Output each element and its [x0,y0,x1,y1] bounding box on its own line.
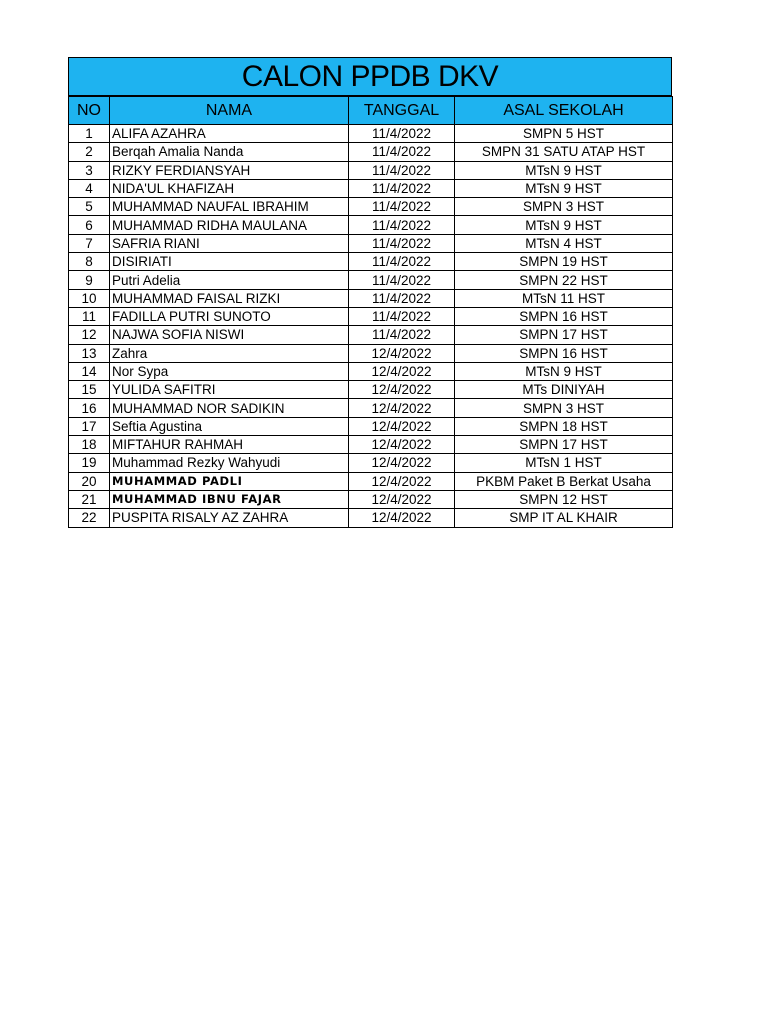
student-name: NIDA'UL KHAFIZAH [110,179,349,197]
origin-school: MTsN 11 HST [455,289,673,307]
table-row [69,381,673,399]
registration-date: 11/4/2022 [349,161,455,179]
registration-date: 12/4/2022 [349,454,455,472]
student-name: Zahra [110,344,349,362]
table-row [69,179,673,197]
origin-school: SMPN 16 HST [455,344,673,362]
header-name: NAMA [110,97,349,125]
student-name: MUHAMMAD NOR SADIKIN [110,399,349,417]
row-number: 5 [69,198,110,216]
table-row [69,454,673,472]
row-number: 15 [69,381,110,399]
registration-date: 12/4/2022 [349,490,455,508]
student-name: Muhammad Rezky Wahyudi [110,454,349,472]
applicant-table [68,96,673,528]
table-row [69,490,673,508]
student-name: PUSPITA RISALY AZ ZAHRA [110,509,349,527]
row-number: 8 [69,253,110,271]
student-name: NAJWA SOFIA NISWI [110,326,349,344]
registration-date: 11/4/2022 [349,307,455,325]
origin-school: SMPN 16 HST [455,307,673,325]
row-number: 7 [69,234,110,252]
row-number: 3 [69,161,110,179]
header-date: TANGGAL [349,97,455,125]
table-row [69,307,673,325]
row-number: 22 [69,509,110,527]
row-number: 13 [69,344,110,362]
registration-date: 11/4/2022 [349,125,455,143]
registration-date: 11/4/2022 [349,198,455,216]
origin-school: SMPN 12 HST [455,490,673,508]
row-number: 10 [69,289,110,307]
origin-school: SMPN 5 HST [455,125,673,143]
registration-date: 12/4/2022 [349,472,455,490]
student-name: SAFRIA RIANI [110,234,349,252]
table-header-row [69,97,673,125]
table-row [69,271,673,289]
student-name: Berqah Amalia Nanda [110,143,349,161]
origin-school: SMPN 17 HST [455,326,673,344]
registration-date: 11/4/2022 [349,271,455,289]
row-number: 2 [69,143,110,161]
table-row [69,472,673,490]
student-name: Seftia Agustina [110,417,349,435]
sheet-title: CALON PPDB DKV [68,57,672,96]
table-row [69,417,673,435]
table-row [69,436,673,454]
table-row [69,198,673,216]
registration-date: 11/4/2022 [349,216,455,234]
registration-date: 11/4/2022 [349,289,455,307]
origin-school: PKBM Paket B Berkat Usaha [455,472,673,490]
row-number: 18 [69,436,110,454]
origin-school: MTsN 9 HST [455,179,673,197]
origin-school: SMP IT AL KHAIR [455,509,673,527]
row-number: 19 [69,454,110,472]
origin-school: MTsN 4 HST [455,234,673,252]
table-row [69,143,673,161]
row-number: 17 [69,417,110,435]
origin-school: SMPN 19 HST [455,253,673,271]
table-row [69,234,673,252]
row-number: 4 [69,179,110,197]
table-row [69,253,673,271]
origin-school: MTs DINIYAH [455,381,673,399]
origin-school: MTsN 1 HST [455,454,673,472]
origin-school: MTsN 9 HST [455,362,673,380]
student-name: FADILLA PUTRI SUNOTO [110,307,349,325]
registration-date: 11/4/2022 [349,143,455,161]
row-number: 11 [69,307,110,325]
student-name: RIZKY FERDIANSYAH [110,161,349,179]
table-row [69,125,673,143]
student-name: MUHAMMAD NAUFAL IBRAHIM [110,198,349,216]
origin-school: MTsN 9 HST [455,161,673,179]
registration-date: 12/4/2022 [349,399,455,417]
student-name: MUHAMMAD FAISAL RIZKI [110,289,349,307]
table-row [69,161,673,179]
registration-date: 11/4/2022 [349,253,455,271]
row-number: 16 [69,399,110,417]
table-row [69,509,673,527]
registration-date: 11/4/2022 [349,179,455,197]
registration-date: 12/4/2022 [349,381,455,399]
registration-date: 12/4/2022 [349,344,455,362]
registration-date: 12/4/2022 [349,362,455,380]
origin-school: SMPN 18 HST [455,417,673,435]
student-name: MUHAMMAD RIDHA MAULANA [110,216,349,234]
student-name: ALIFA AZAHRA [110,125,349,143]
table-body [69,125,673,528]
student-name: Nor Sypa [110,362,349,380]
row-number: 9 [69,271,110,289]
row-number: 21 [69,490,110,508]
row-number: 1 [69,125,110,143]
origin-school: SMPN 3 HST [455,198,673,216]
student-name: MUHAMMAD IBNU FAJAR [110,490,349,508]
registration-date: 12/4/2022 [349,509,455,527]
row-number: 12 [69,326,110,344]
registration-date: 12/4/2022 [349,417,455,435]
row-number: 6 [69,216,110,234]
table-row [69,362,673,380]
registration-date: 12/4/2022 [349,436,455,454]
student-name: MUHAMMAD PADLI [110,472,349,490]
table-row [69,399,673,417]
origin-school: SMPN 31 SATU ATAP HST [455,143,673,161]
table-row [69,326,673,344]
row-number: 14 [69,362,110,380]
origin-school: SMPN 3 HST [455,399,673,417]
table-row [69,344,673,362]
student-name: Putri Adelia [110,271,349,289]
origin-school: MTsN 9 HST [455,216,673,234]
header-school: ASAL SEKOLAH [455,97,673,125]
student-name: DISIRIATI [110,253,349,271]
origin-school: SMPN 17 HST [455,436,673,454]
table-row [69,289,673,307]
registration-date: 11/4/2022 [349,234,455,252]
table-row [69,216,673,234]
student-name: YULIDA SAFITRI [110,381,349,399]
registration-date: 11/4/2022 [349,326,455,344]
header-no: NO [69,97,110,125]
student-name: MIFTAHUR RAHMAH [110,436,349,454]
row-number: 20 [69,472,110,490]
origin-school: SMPN 22 HST [455,271,673,289]
spreadsheet-page [68,57,672,528]
